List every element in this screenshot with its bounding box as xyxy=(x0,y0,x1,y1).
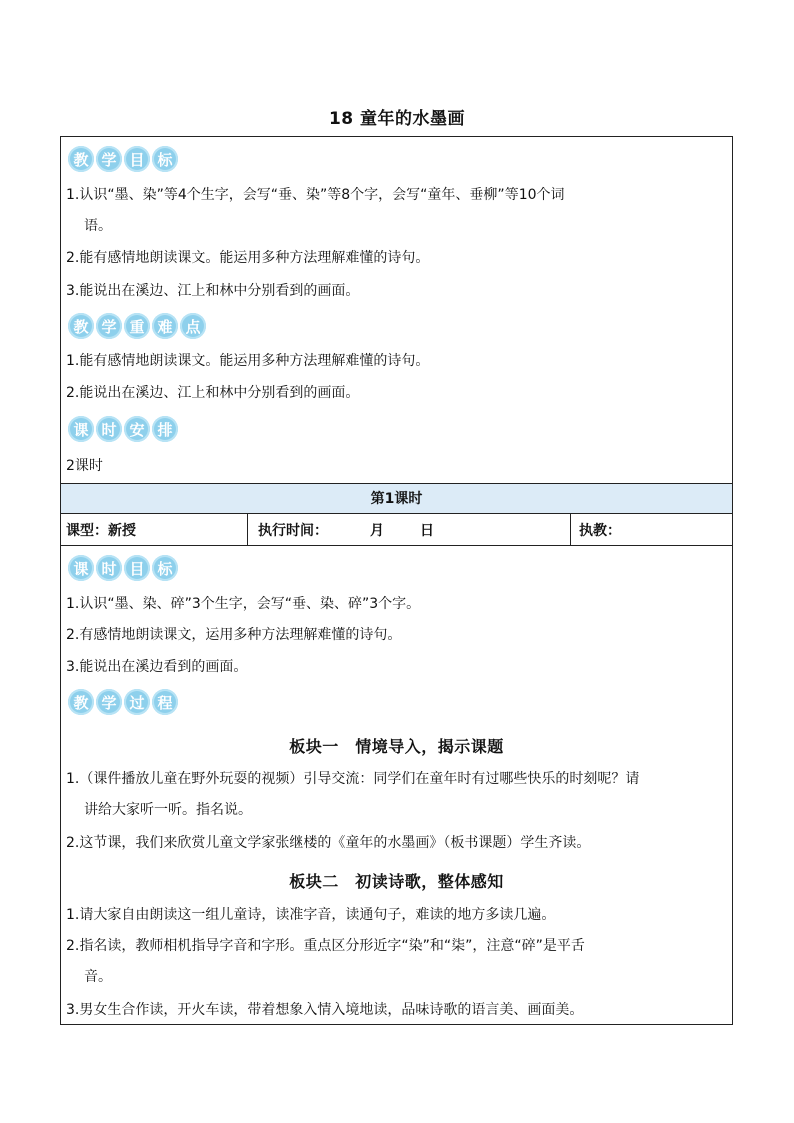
badge-char: 标 xyxy=(152,146,178,172)
lesson-goal-item: 3.能说出在溪边看到的画面。 xyxy=(66,659,248,675)
process-item: 2.指名读，教师相机指导字音和字形。重点区分形近字“染”和“柒”，注意“碎”是平舌 xyxy=(66,938,585,954)
goal-item-continued: 语。 xyxy=(84,218,112,234)
process-badge xyxy=(68,689,178,715)
goal-item: 1.认识“墨、染”等4个生字，会写“垂、染”等8个字，会写“童年、垂柳”等10个词 xyxy=(66,187,565,203)
divider xyxy=(61,483,732,484)
badge-char: 难 xyxy=(152,313,178,339)
block1-title: 板块一 情境导入，揭示课题 xyxy=(289,737,504,756)
badge-char: 目 xyxy=(124,555,150,581)
badge-char: 程 xyxy=(152,689,178,715)
execution-time-label: 执行时间： xyxy=(258,523,328,539)
process-item-continued: 音。 xyxy=(84,969,112,985)
page-title: 18 童年的水墨画 xyxy=(328,109,466,129)
teaching-goals-badge xyxy=(68,146,178,172)
badge-char: 学 xyxy=(96,146,122,172)
badge-char: 课 xyxy=(68,555,94,581)
month-label: 月 xyxy=(370,523,384,539)
day-label: 日 xyxy=(420,523,434,539)
badge-char: 标 xyxy=(152,555,178,581)
badge-char: 目 xyxy=(124,146,150,172)
teacher-label: 执教： xyxy=(579,523,621,539)
lesson-type: 课型：新授 xyxy=(66,523,136,539)
badge-char: 课 xyxy=(68,416,94,442)
schedule-badge xyxy=(68,416,178,442)
block2-title: 板块二 初读诗歌，整体感知 xyxy=(289,872,504,891)
badge-char: 时 xyxy=(96,555,122,581)
badge-char: 安 xyxy=(124,416,150,442)
lesson-goals-badge xyxy=(68,555,178,581)
process-item: 1.（课件播放儿童在野外玩耍的视频）引导交流：同学们在童年时有过哪些快乐的时刻呢？请 xyxy=(66,771,640,787)
process-item: 3.男女生合作读，开火车读，带着想象入情入境地读，品味诗歌的语言美、画面美。 xyxy=(66,1002,584,1018)
badge-char: 教 xyxy=(68,689,94,715)
lesson-header: 第1课时 xyxy=(370,491,423,507)
badge-char: 时 xyxy=(96,416,122,442)
lesson-goal-item: 1.认识“墨、染、碎”3个生字，会写“垂、染、碎”3个字。 xyxy=(66,596,421,612)
process-item: 1.请大家自由朗读这一组儿童诗，读准字音，读通句子，难读的地方多读几遍。 xyxy=(66,907,556,923)
column-divider xyxy=(247,514,248,545)
process-item: 2.这节课，我们来欣赏儿童文学家张继楼的《童年的水墨画》（板书课题）学生齐读。 xyxy=(66,835,591,851)
badge-char: 学 xyxy=(96,689,122,715)
divider xyxy=(61,513,732,514)
goal-item: 2.能有感情地朗读课文。能运用多种方法理解难懂的诗句。 xyxy=(66,250,430,266)
badge-char: 排 xyxy=(152,416,178,442)
key-point-item: 2.能说出在溪边、江上和林中分别看到的画面。 xyxy=(66,385,360,401)
badge-char: 教 xyxy=(68,313,94,339)
key-point-item: 1.能有感情地朗读课文。能运用多种方法理解难懂的诗句。 xyxy=(66,353,430,369)
process-item-continued: 讲给大家听一听。指名说。 xyxy=(84,802,252,818)
badge-char: 过 xyxy=(124,689,150,715)
divider xyxy=(61,545,732,546)
goal-item: 3.能说出在溪边、江上和林中分别看到的画面。 xyxy=(66,283,360,299)
badge-char: 点 xyxy=(180,313,206,339)
column-divider xyxy=(570,514,571,545)
schedule-value: 2课时 xyxy=(66,458,103,474)
key-points-badge xyxy=(68,313,206,339)
badge-char: 学 xyxy=(96,313,122,339)
lesson-goal-item: 2.有感情地朗读课文，运用多种方法理解难懂的诗句。 xyxy=(66,627,402,643)
badge-char: 重 xyxy=(124,313,150,339)
badge-char: 教 xyxy=(68,146,94,172)
